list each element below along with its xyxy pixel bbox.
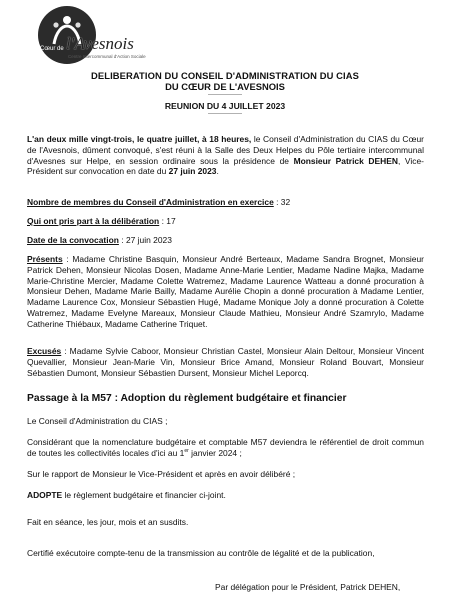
body-p2-end: janvier 2024 ; [188,447,242,458]
body-p5: Fait en séance, les jour, mois et an susdits. [27,517,189,527]
intro-date: 27 juin 2023 [168,166,217,177]
excuses-paragraph [27,346,424,378]
body-p4-text: le règlement budgétaire et financier ci-joint. [62,490,226,500]
section-title: Passage à la M57 : Adoption du règlement budgétaire et financier [27,393,347,404]
adopte-keyword: ADOPTE [27,490,63,500]
signature-line: Par délégation pour le Président, Patrick DEHEN, [215,582,401,592]
intro-text2: , Vice-Président sur convocation en date du [27,155,424,177]
members-value: : 32 [273,197,291,207]
presents-label: Présents [27,254,63,264]
intro-text1: le Conseil d'Administration du CIAS du Cœur de l'Avesnois, dûment convoqué, s'est réuni à la Salle des Deux Helpes du Pôle tertiaire intercommunal d'Avesnes sur Helpe, en session ordinaire sous la présidence de [27,134,424,166]
intro-paragraph [27,134,424,177]
convocation-label: Date de la convocation [27,235,119,245]
intro-president: Monsieur Patrick DEHEN [293,155,398,166]
excuses-label: Excusés [27,346,62,356]
voters-label: Qui ont pris part à la délibération [27,216,160,226]
logo-brand-small: Cœur de [40,46,64,52]
intro-text3: . [216,166,219,177]
convocation-value: : 27 juin 2023 [118,235,172,245]
document-title-line1: DELIBERATION DU CONSEIL D'ADMINISTRATION DU CIAS [91,70,359,81]
meeting-separator: ----------------- [208,111,242,117]
voters-count [27,216,427,227]
body-p2 [27,437,424,459]
members-label: Nombre de membres du Conseil d'Administration en exercice [27,197,274,207]
voters-value: : 17 [159,216,176,226]
presents-paragraph [27,254,424,330]
meeting-date-heading: REUNION DU 4 JUILLET 2023 [164,101,286,111]
body-p2-text: Considérant que la nomenclature budgétaire et comptable M57 deviendra le référentiel de droit commun de toutes les collectivités locales d'ici au 1 [27,437,424,458]
body-p4 [27,490,424,501]
excuses-text: : Madame Sylvie Caboor, Monsieur Christian Castel, Monsieur Alain Deltour, Monsieur Vincent Quevallier, Monsieur Jean-Marie Vin, Monsieur Brice Amand, Monsieur Roland Bouvart, Monsieur Sébastien Dumont, Monsieur Sébastien Dursent, Monsieur Michel Leporcq. [27,346,424,378]
members-count [27,197,427,208]
body-p2-superscript: er [184,447,189,454]
body-p6: Certifié exécutoire compte-tenu de la transmission au contrôle de légalité et de la publication, [27,548,375,558]
cias-logo [38,6,144,66]
body-p3: Sur le rapport de Monsieur le Vice-Président et après en avoir délibéré ; [27,469,296,479]
presents-text: : Madame Christine Basquin, Monsieur André Berteaux, Madame Sandra Brognet, Monsieur Patrick Dehen, Monsieur Nicolas Dosen, Madame Anne-Marie Lentier, Madame Nadine Majka, Madame Marie-Christine Mercier, Madame Colette Watremez, Madame Laurence Watteau a donné procuration à Monsieur Dehen, Madame Marie Bailly, Madame Aurélie Chopin a donné procuration à Madame Lentier, Madame Laurence Cox, Monsieur Sébastien Hugé, Madame Monique Joly a donné procuration à Colette Watremez, Madame Evelyne Mareaux, Monsieur Claude Mathieu, Monsieur André Szamrylo, Madame Catherine Thiébaux, Madame Catherine Triquet. [27,254,424,329]
body-p1: Le Conseil d'Administration du CIAS ; [27,416,168,426]
logo-tagline: Centre Intercommunal d'Action Sociale [68,54,146,59]
intro-lead: L'an deux mille vingt-trois, le quatre juillet, à 18 heures, [27,134,252,144]
convocation-date [27,235,427,246]
logo-brand-name: l'Avesnois [66,34,134,53]
document-title-line2: DU CŒUR DE L'AVESNOIS [165,81,285,92]
title-separator: ----------------- [208,92,242,98]
